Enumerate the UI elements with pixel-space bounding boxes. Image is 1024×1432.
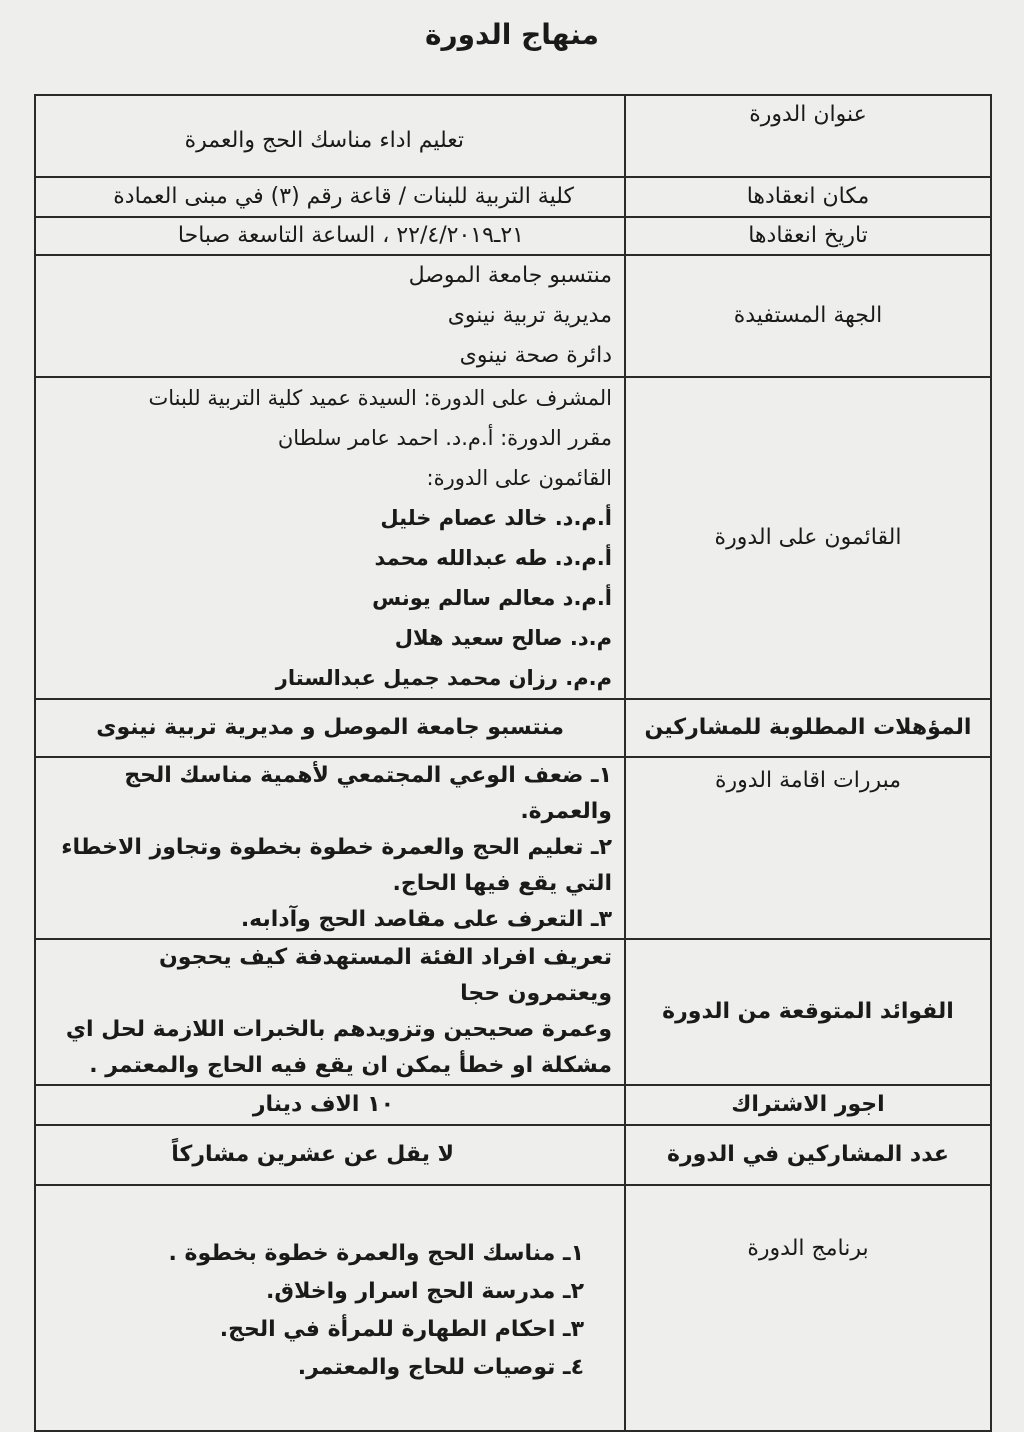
page-title: منهاج الدورة bbox=[424, 18, 600, 51]
row-fees bbox=[35, 1085, 991, 1125]
organizer-line: م.د. صالح سعيد هلال bbox=[394, 626, 612, 650]
label-qualifications: المؤهلات المطلوبة للمشاركين bbox=[625, 699, 991, 757]
row-benefits bbox=[35, 939, 991, 1085]
organizer-line: أ.م.د. خالد عصام خليل bbox=[380, 506, 612, 530]
value-organizers bbox=[35, 377, 625, 699]
label-program: برنامج الدورة bbox=[625, 1185, 991, 1431]
label-beneficiary: الجهة المستفيدة bbox=[625, 255, 991, 377]
label-justifications: مبررات اقامة الدورة bbox=[625, 757, 991, 939]
value-justifications bbox=[35, 757, 625, 939]
label-fees: اجور الاشتراك bbox=[625, 1085, 991, 1125]
label-participants: عدد المشاركين في الدورة bbox=[625, 1125, 991, 1185]
program-line: ٤ـ توصيات للحاج والمعتمر. bbox=[297, 1355, 584, 1380]
label-course-title: عنوان الدورة bbox=[625, 95, 991, 177]
row-organizers bbox=[35, 377, 991, 699]
label-benefits: الفوائد المتوقعة من الدورة bbox=[625, 939, 991, 1085]
value-program bbox=[35, 1185, 625, 1431]
value-qualifications: منتسبو جامعة الموصل و مديرية تربية نينوى bbox=[35, 699, 625, 757]
row-course-title bbox=[35, 95, 991, 177]
program-line: ١ـ مناسك الحج والعمرة خطوة بخطوة . bbox=[168, 1241, 584, 1266]
organizer-line: المشرف على الدورة: السيدة عميد كلية التربية للبنات bbox=[148, 386, 612, 410]
value-fees: ١٠ الاف دينار bbox=[35, 1085, 625, 1125]
value-benefits bbox=[35, 939, 625, 1085]
course-table bbox=[34, 94, 992, 1432]
row-participants bbox=[35, 1125, 991, 1185]
value-date: ٢١ـ٢٢/٤/٢٠١٩ ، الساعة التاسعة صباحا bbox=[35, 217, 625, 255]
program-line: ٣ـ احكام الطهارة للمرأة في الحج. bbox=[219, 1317, 584, 1342]
value-place: كلية التربية للبنات / قاعة رقم (٣) في مبنى العمادة bbox=[35, 177, 625, 217]
beneficiary-line: مديرية تربية نينوى bbox=[447, 303, 612, 328]
benefit-line: تعريف افراد الفئة المستهدفة كيف يحجون ويعتمرون حجا bbox=[159, 945, 612, 1006]
justification-line: ٢ـ تعليم الحج والعمرة خطوة بخطوة وتجاوز الاخطاء bbox=[61, 835, 612, 860]
row-place bbox=[35, 177, 991, 217]
organizer-line: أ.م.د. طه عبدالله محمد bbox=[374, 546, 612, 570]
justification-line: التي يقع فيها الحاج. bbox=[392, 871, 612, 896]
organizer-line: أ.م.د معالم سالم يونس bbox=[372, 586, 612, 610]
benefit-line: مشكلة او خطأ يمكن ان يقع فيه الحاج والمعتمر . bbox=[89, 1053, 612, 1078]
row-date bbox=[35, 217, 991, 255]
benefit-line: وعمرة صحيحين وتزويدهم بالخبرات اللازمة لحل اي bbox=[65, 1017, 612, 1042]
label-date: تاريخ انعقادها bbox=[625, 217, 991, 255]
row-qualifications bbox=[35, 699, 991, 757]
value-beneficiary bbox=[35, 255, 625, 377]
program-line: ٢ـ مدرسة الحج اسرار واخلاق. bbox=[266, 1279, 584, 1304]
organizer-line: القائمون على الدورة: bbox=[426, 466, 612, 490]
row-beneficiary bbox=[35, 255, 991, 377]
label-organizers: القائمون على الدورة bbox=[625, 377, 991, 699]
justification-line: ١ـ ضعف الوعي المجتمعي لأهمية مناسك الحج والعمرة. bbox=[124, 763, 612, 824]
row-program bbox=[35, 1185, 991, 1431]
value-participants: لا يقل عن عشرين مشاركاً bbox=[35, 1125, 625, 1185]
justification-line: ٣ـ التعرف على مقاصد الحج وآدابه. bbox=[240, 907, 612, 932]
value-course-title: تعليم اداء مناسك الحج والعمرة bbox=[35, 95, 625, 177]
row-justifications bbox=[35, 757, 991, 939]
label-place: مكان انعقادها bbox=[625, 177, 991, 217]
organizer-line: مقرر الدورة: أ.م.د. احمد عامر سلطان bbox=[277, 426, 612, 450]
beneficiary-line: دائرة صحة نينوى bbox=[459, 343, 612, 368]
beneficiary-line: منتسبو جامعة الموصل bbox=[408, 263, 612, 288]
organizer-line: م.م. رزان محمد جميل عبدالستار bbox=[275, 666, 612, 690]
